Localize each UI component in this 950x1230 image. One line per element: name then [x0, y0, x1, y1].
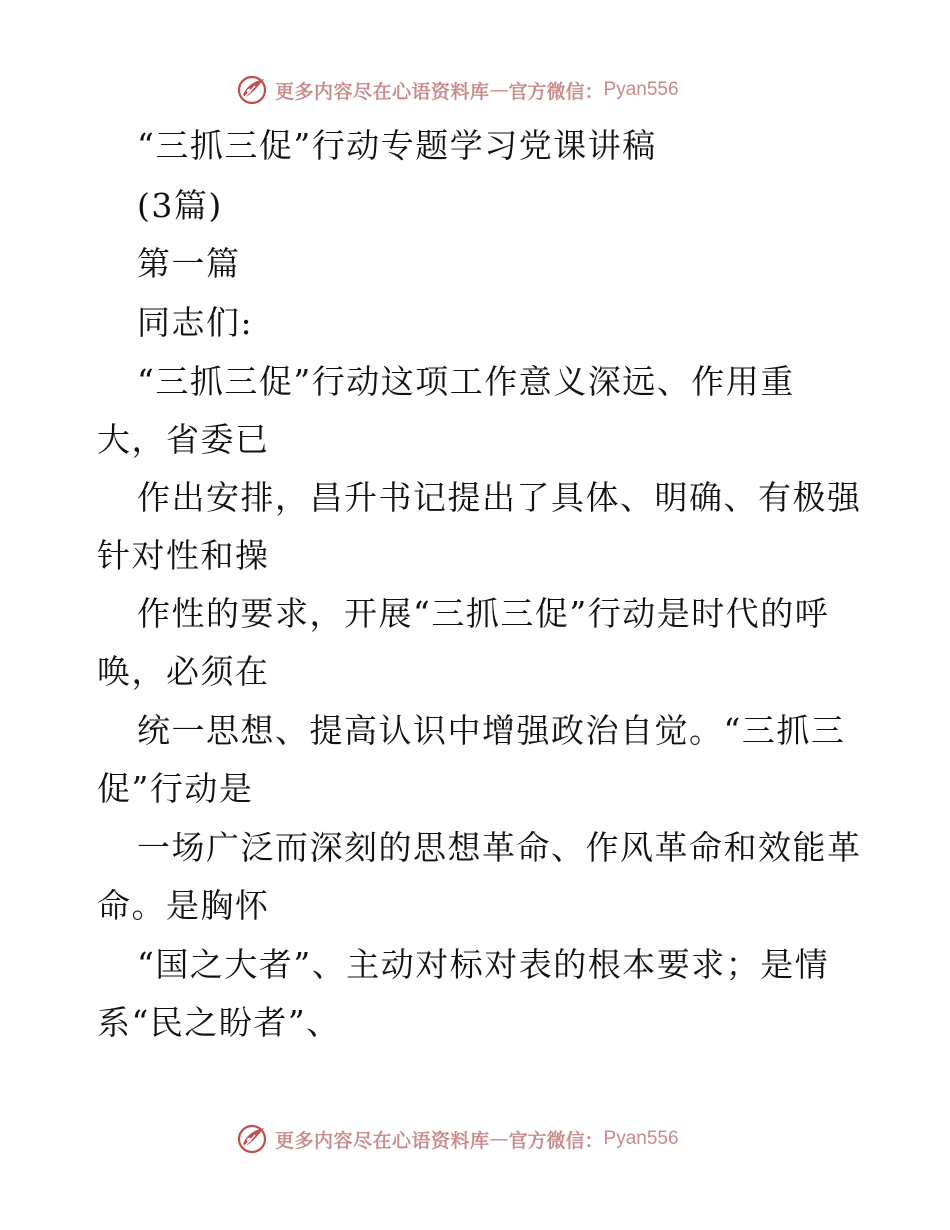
body-line: “国之大者”、主动对标对表的根本要求；是情 — [137, 945, 830, 984]
banner-wechat-id: Pyan556 — [603, 1128, 679, 1149]
banner-wechat-id: Pyan556 — [603, 79, 679, 100]
body-line: 唤，必须在 — [97, 652, 270, 691]
banner-separator: — — [489, 79, 509, 101]
body-line: 系“民之盼者”、 — [97, 1003, 341, 1042]
document-title: “三抓三促”行动专题学习党课讲稿 — [137, 126, 657, 165]
banner-site-name: 更多内容尽在心语资料库 — [275, 80, 490, 103]
leaf-pen-logo-icon — [235, 73, 269, 107]
body-line: 统一思想、提高认识中增强政治自觉。“三抓三 — [137, 711, 846, 750]
body-line: 命。是胸怀 — [97, 886, 270, 925]
body-line: “三抓三促”行动这项工作意义深远、作用重 — [137, 362, 795, 401]
salutation: 同志们: — [137, 303, 254, 342]
header-banner — [235, 73, 755, 107]
footer-banner — [235, 1122, 755, 1156]
body-line: 针对性和操 — [97, 536, 270, 575]
body-line: 一场广泛而深刻的思想革命、作风革命和效能革 — [137, 828, 862, 867]
body-line: 大，省委已 — [97, 420, 270, 459]
body-line: 作性的要求，开展“三抓三促”行动是时代的呼 — [137, 594, 830, 633]
banner-wechat-label: 官方微信： — [508, 1129, 604, 1152]
banner-wechat-label: 官方微信： — [508, 80, 604, 103]
body-line: 促”行动是 — [97, 769, 254, 808]
banner-site-name: 更多内容尽在心语资料库 — [275, 1129, 490, 1152]
section-heading: 第一篇 — [137, 244, 241, 283]
document-count: (3篇) — [137, 186, 223, 225]
banner-separator: — — [489, 1128, 509, 1150]
body-line: 作出安排，昌升书记提出了具体、明确、有极强 — [137, 478, 862, 517]
leaf-pen-logo-icon — [235, 1122, 269, 1156]
